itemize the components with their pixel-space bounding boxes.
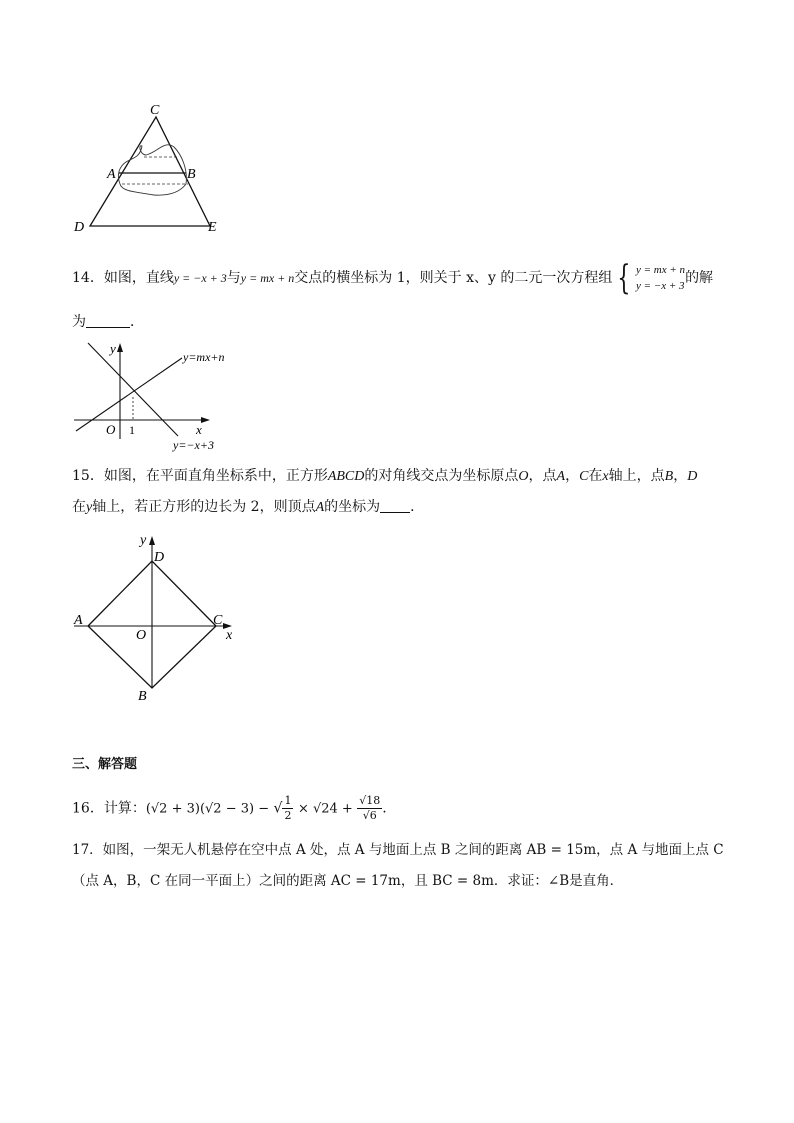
- line2-label: y=−x+3: [173, 438, 214, 452]
- q14-number: 14．: [72, 270, 104, 286]
- label-e: E: [208, 220, 217, 235]
- question-14: [72, 258, 714, 298]
- expression-part1: (√2 + 3)(√2 − 3) −: [145, 801, 270, 817]
- label-b: B: [187, 167, 196, 182]
- section-title: 三、解答题: [72, 757, 138, 772]
- q14-text2: 与: [226, 270, 241, 286]
- y-axis-label: y: [140, 533, 147, 548]
- pond-outline: [118, 145, 186, 195]
- fraction-sqrt18-sqrt6: $\frac{√18}{√6}$: [359, 794, 381, 822]
- question-16: 16．计算：(√2 + 3)(√2 − 3) − √ $\frac{1}{2}$ × √24 + $\frac{√18}{√6}$ .: [72, 794, 387, 822]
- q14-text1: 如图，直线: [103, 270, 174, 286]
- equation-system: y = mx + n y = −x + 3: [636, 264, 686, 292]
- q14-text4: 的解: [685, 270, 714, 286]
- triangle-pond-figure: [70, 100, 230, 240]
- brace-symbol: {: [617, 258, 631, 298]
- two-lines-graph: [70, 335, 260, 455]
- x-axis-arrow: [201, 417, 210, 423]
- q14-text3: 交点的横坐标为 1，则关于 x、y 的二元一次方程组: [294, 270, 613, 286]
- q14-text5: 为: [72, 314, 86, 330]
- question-14-line2: [72, 312, 144, 332]
- label-c: C: [213, 613, 223, 628]
- q14-eq1: y = −x + 3: [173, 271, 227, 285]
- y-axis-arrow: [149, 536, 155, 545]
- question-17-line2: （点 A，B，C 在同一平面上）之间的距离 AC = 17m，且 BC = 8m．求证：∠B是直角．: [72, 873, 624, 889]
- q14-end: ．: [130, 314, 144, 330]
- label-a: A: [107, 167, 116, 182]
- answer-blank-15[interactable]: [380, 498, 410, 513]
- square-on-axes-figure: [70, 530, 250, 710]
- label-a: A: [74, 613, 83, 628]
- label-o: O: [136, 628, 147, 643]
- question-17-line1: 17．如图，一架无人机悬停在空中点 A 处，点 A 与地面上点 B 之间的距离 AB = 15m，点 A 与地面上点 C: [72, 842, 724, 858]
- label-b: B: [138, 689, 147, 704]
- origin-label: O: [106, 422, 116, 437]
- line1-label: y=mx+n: [183, 350, 225, 364]
- tick-label-1: 1: [129, 423, 135, 437]
- label-d: D: [74, 220, 85, 235]
- y-axis-arrow: [117, 343, 123, 352]
- q14-eq2: y = mx + n: [240, 271, 295, 285]
- x-axis-label: x: [226, 628, 233, 643]
- x-axis-label: x: [196, 422, 202, 437]
- question-15-line2: 在y轴上，若正方形的边长为 2，则顶点A的坐标为 ．: [72, 499, 425, 515]
- fraction-half: $\frac{1}{2}$: [284, 794, 292, 822]
- label-d: D: [154, 550, 165, 565]
- y-axis-label: y: [110, 341, 116, 356]
- question-15: 15．如图，在平面直角坐标系中，正方形ABCD的对角线交点为坐标原点O，点A，C在x轴上，点B，D: [72, 468, 698, 484]
- answer-blank-14[interactable]: [86, 313, 130, 328]
- label-c: C: [150, 103, 160, 118]
